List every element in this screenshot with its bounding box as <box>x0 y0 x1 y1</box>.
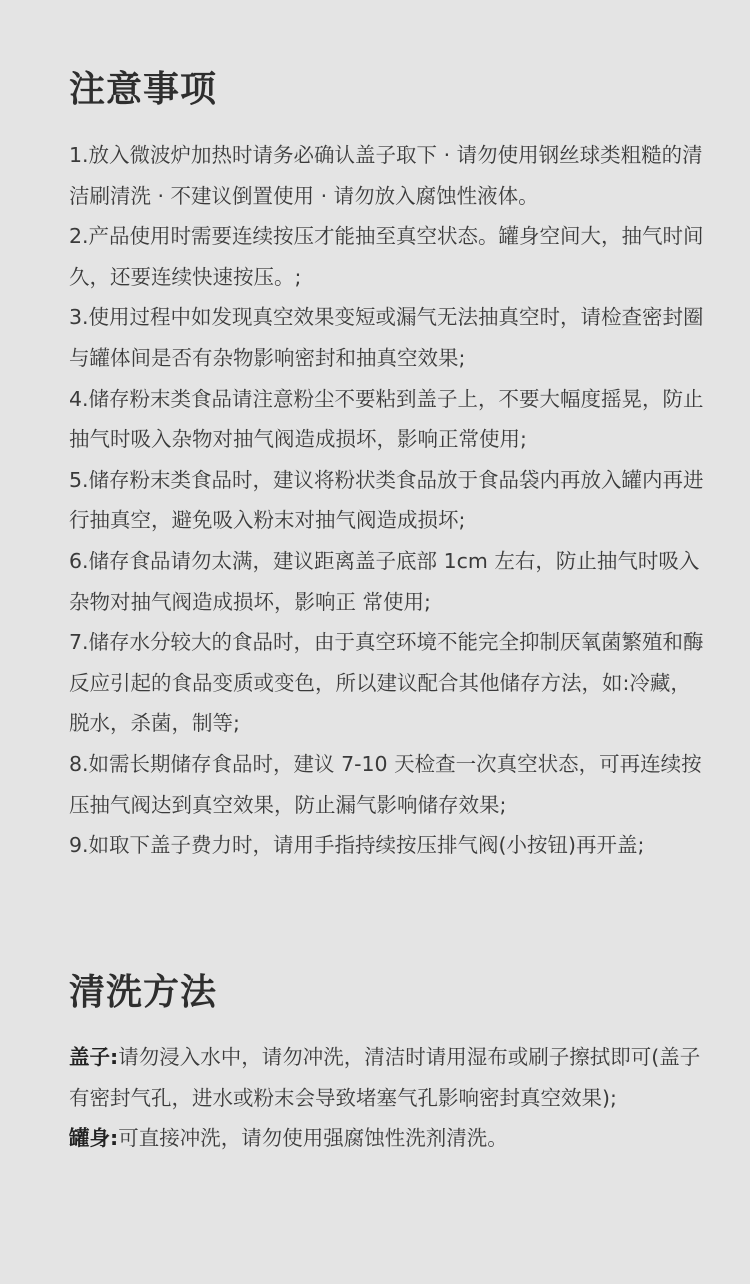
lid-text: 请勿浸入水中，请勿冲洗，清洁时请用湿布或刷子擦拭即可(盖子有密封气孔，进水或粉末会导致堵塞气孔影响密封真空效果); <box>69 1045 701 1110</box>
notice-item-5: 5.储存粉末类食品时，建议将粉状类食品放于食品袋内再放入罐内再进行抽真空，避免吸入粉末对抽气阀造成损坏; <box>69 467 704 533</box>
body-label: 罐身: <box>69 1126 119 1151</box>
notice-item-9: 9.如取下盖子费力时，请用手指持续按压排气阀(小按钮)再开盖; <box>69 833 645 858</box>
cleaning-item-lid <box>69 1037 705 1118</box>
lid-label: 盖子: <box>69 1045 119 1069</box>
cleaning-item-body <box>69 1118 705 1159</box>
notice-list <box>69 135 705 866</box>
body-text: 可直接冲洗，请勿使用强腐蚀性洗剂清洗。 <box>118 1126 508 1151</box>
notice-item-3: 3.使用过程中如发现真空效果变短或漏气无法抽真空时，请检查密封圈与罐体间是否有杂物影响密封和抽真空效果; <box>69 305 704 370</box>
notice-item-2: 2.产品使用时需要连续按压才能抽至真空状态。罐身空间大，抽气时间久，还要连续快速按压。; <box>69 224 704 289</box>
notice-item-4: 4.储存粉末类食品请注意粉尘不要粘到盖子上，不要大幅度摇晃，防止抽气时吸入杂物对抽气阀造成损坏，影响正常使用; <box>69 386 704 452</box>
cleaning-list <box>69 1037 705 1159</box>
cleaning-section-title: 清洗方法 <box>69 972 218 1013</box>
notice-item-1: 1.放入微波炉加热时请务必确认盖子取下 · 请勿使用钢丝球类粗糙的清洁刷清洗 · 不建议倒置使用 · 请勿放入腐蚀性液体。 <box>69 143 703 208</box>
notice-item-7: 7.储存水分较大的食品时，由于真空环境不能完全抑制厌氧菌繁殖和酶反应引起的食品变质或变色，所以建议配合其他储存方法，如:冷藏，脱水，杀菌，制等; <box>69 630 704 736</box>
notice-item-6: 6.储存食品请勿太满，建议距离盖子底部 1cm 左右，防止抽气时吸入杂物对抽气阀造成损坏，影响正 常使用; <box>69 548 700 614</box>
notice-item-8: 8.如需长期储存食品时，建议 7-10 天检查一次真空状态，可再连续按压抽气阀达到真空效果，防止漏气影响储存效果; <box>69 751 702 817</box>
notice-section-title: 注意事项 <box>69 69 218 110</box>
